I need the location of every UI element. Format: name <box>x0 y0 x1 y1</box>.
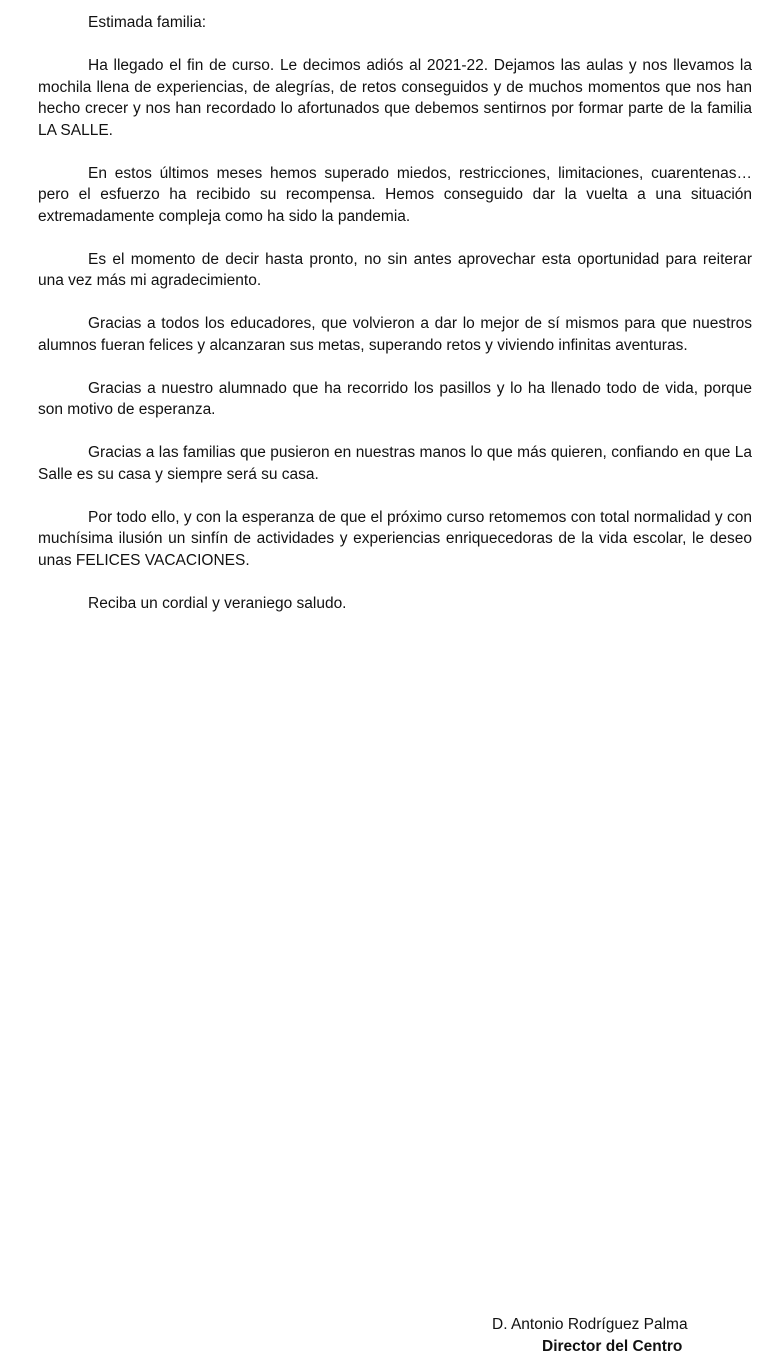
paragraph-end-of-course: Ha llegado el fin de curso. Le decimos adiós al 2021-22. Dejamos las aulas y nos llevamos la mochila llena de experiencias, de alegrías, de retos conseguidos y de muchos momentos que nos han hecho crecer y nos han recordado lo afortunados que debemos sentirnos por formar parte de la familia LA SALLE. <box>38 57 752 139</box>
paragraph-happy-holidays: Por todo ello, y con la esperanza de que el próximo curso retomemos con total normalidad y con muchísima ilusión un sinfín de actividades y experiencias enriquecedoras de la vida escolar, le deseo unas FELICES VACACIONES. <box>38 508 752 569</box>
signature-title: Director del Centro <box>542 1338 683 1355</box>
paragraph-thanks-families: Gracias a las familias que pusieron en nuestras manos lo que más quieren, confiando en que La Salle es su casa y siempre será su casa. <box>38 444 752 483</box>
paragraph-pandemic: En estos últimos meses hemos superado miedos, restricciones, limitaciones, cuarentenas… pero el esfuerzo ha recibido su recompensa. Hemos conseguido dar la vuelta a una situación extremadamente compleja como ha sido la pandemia. <box>38 164 752 225</box>
letter-salutation: Estimada familia: <box>88 14 207 31</box>
paragraph-thanks-students: Gracias a nuestro alumnado que ha recorrido los pasillos y lo ha llenado todo de vida, porque son motivo de esperanza. <box>38 379 752 418</box>
paragraph-farewell: Es el momento de decir hasta pronto, no sin antes aprovechar esta oportunidad para reiterar una vez más mi agradecimiento. <box>38 250 752 289</box>
paragraph-thanks-educators: Gracias a todos los educadores, que volvieron a dar lo mejor de sí mismos para que nuestros alumnos fueran felices y alcanzaran sus metas, superando retos y viviendo infinitas aventuras. <box>38 315 752 354</box>
paragraph-closing: Reciba un cordial y veraniego saludo. <box>88 594 347 612</box>
signature-name: D. Antonio Rodríguez Palma <box>492 1316 688 1333</box>
